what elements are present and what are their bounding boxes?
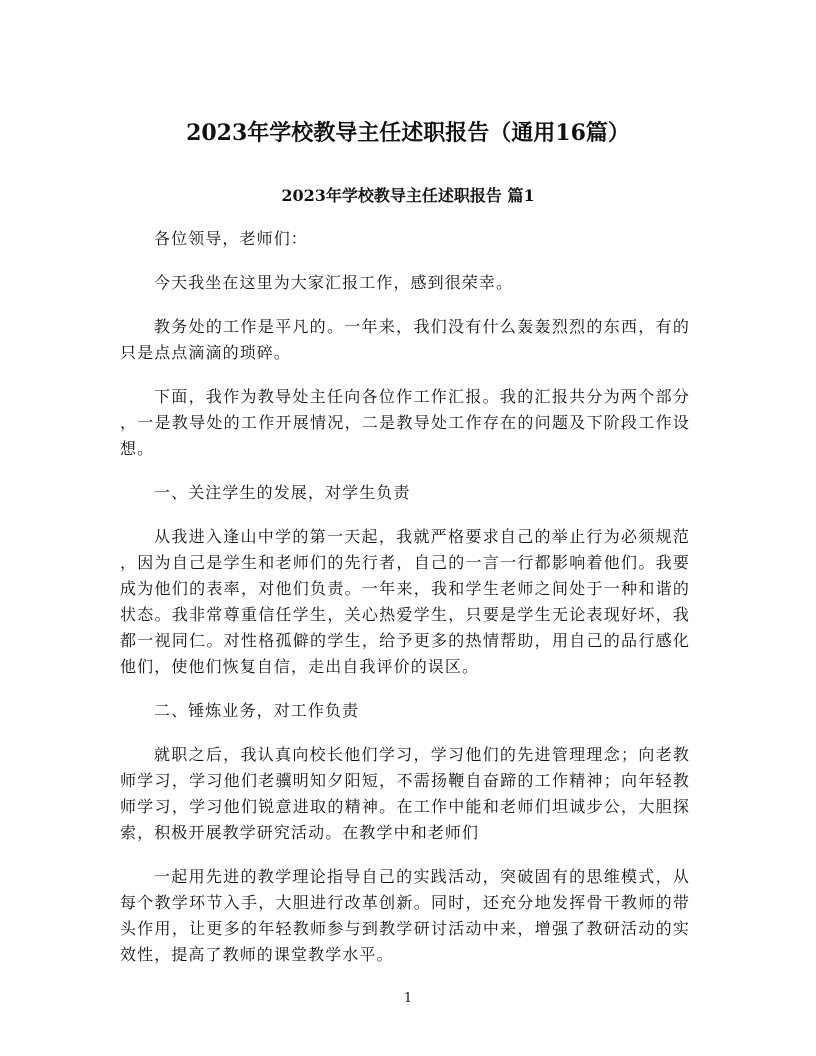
paragraph-line: ，因为自己是学生和老师们的先行者，自己的一言一行都影响着他们。我要 bbox=[120, 553, 690, 572]
paragraph-line: ，一是教导处的工作开展情况，二是教导处工作存在的问题及下阶段工作设 bbox=[120, 413, 690, 432]
paragraph-line: 只是点点滴滴的琐碎。 bbox=[120, 343, 292, 362]
paragraph-line: 成为他们的表率，对他们负责。一年来，我和学生老师之间处于一种和谐的 bbox=[120, 579, 690, 598]
paragraph bbox=[120, 270, 690, 296]
paragraph-line: 二、锤炼业务，对工作负责 bbox=[154, 701, 360, 720]
document-title: 2023年学校教导主任述职报告（通用16篇） bbox=[186, 120, 630, 146]
paragraph-line: 他们，使他们恢复自信，走出自我评价的误区。 bbox=[120, 657, 480, 676]
paragraph-line: 一起用先进的教学理论指导自己的实践活动，突破固有的思维模式，从 bbox=[154, 867, 690, 886]
section-heading: 2023年学校教导主任述职报告 篇1 bbox=[281, 186, 535, 205]
paragraph bbox=[120, 524, 690, 680]
paragraph-line: 都一视同仁。对性格孤僻的学生，给予更多的热情帮助，用自己的品行感化 bbox=[120, 631, 690, 650]
paragraph bbox=[120, 864, 690, 968]
paragraph-line: 效性，提高了教师的课堂教学水平。 bbox=[120, 945, 394, 964]
paragraph-line: 下面，我作为教导处主任向各位作工作汇报。我的汇报共分为两个部分 bbox=[154, 387, 690, 406]
paragraph-line: 就职之后，我认真向校长他们学习，学习他们的先进管理理念；向老教 bbox=[154, 745, 690, 764]
paragraph bbox=[120, 480, 690, 506]
paragraph-line: 教务处的工作是平凡的。一年来，我们没有什么轰轰烈烈的东西，有的 bbox=[154, 317, 690, 336]
paragraph bbox=[120, 384, 690, 462]
paragraph bbox=[120, 742, 690, 846]
paragraph-line: 头作用，让更多的年轻教师参与到教学研讨活动中来，增强了教研活动的实 bbox=[120, 919, 690, 938]
paragraph-line: 索，积极开展教学研究活动。在教学中和老师们 bbox=[120, 823, 480, 842]
paragraph bbox=[120, 314, 690, 366]
paragraph-line: 各位领导，老师们： bbox=[154, 229, 308, 248]
paragraph-line: 师学习，学习他们锐意进取的精神。在工作中能和老师们坦诚步公，大胆探 bbox=[120, 797, 690, 816]
paragraph-line: 一、关注学生的发展，对学生负责 bbox=[154, 483, 411, 502]
paragraph bbox=[120, 698, 690, 724]
paragraph-line: 今天我坐在这里为大家汇报工作，感到很荣幸。 bbox=[154, 273, 514, 292]
paragraph-line: 想。 bbox=[120, 439, 155, 458]
paragraph-line: 师学习，学习他们老骥明知夕阳短，不需扬鞭自奋蹄的工作精神；向年轻教 bbox=[120, 771, 690, 790]
document-body bbox=[120, 226, 690, 986]
paragraph-line: 从我进入逢山中学的第一天起，我就严格要求自己的举止行为必须规范 bbox=[154, 527, 690, 546]
paragraph bbox=[120, 226, 690, 252]
paragraph-line: 每个教学环节入手，大胆进行改革创新。同时，还充分地发挥骨干教师的带 bbox=[120, 893, 690, 912]
paragraph-line: 状态。我非常尊重信任学生，关心热爱学生，只要是学生无论表现好坏，我 bbox=[120, 605, 690, 624]
page-number: 1 bbox=[403, 991, 413, 1006]
